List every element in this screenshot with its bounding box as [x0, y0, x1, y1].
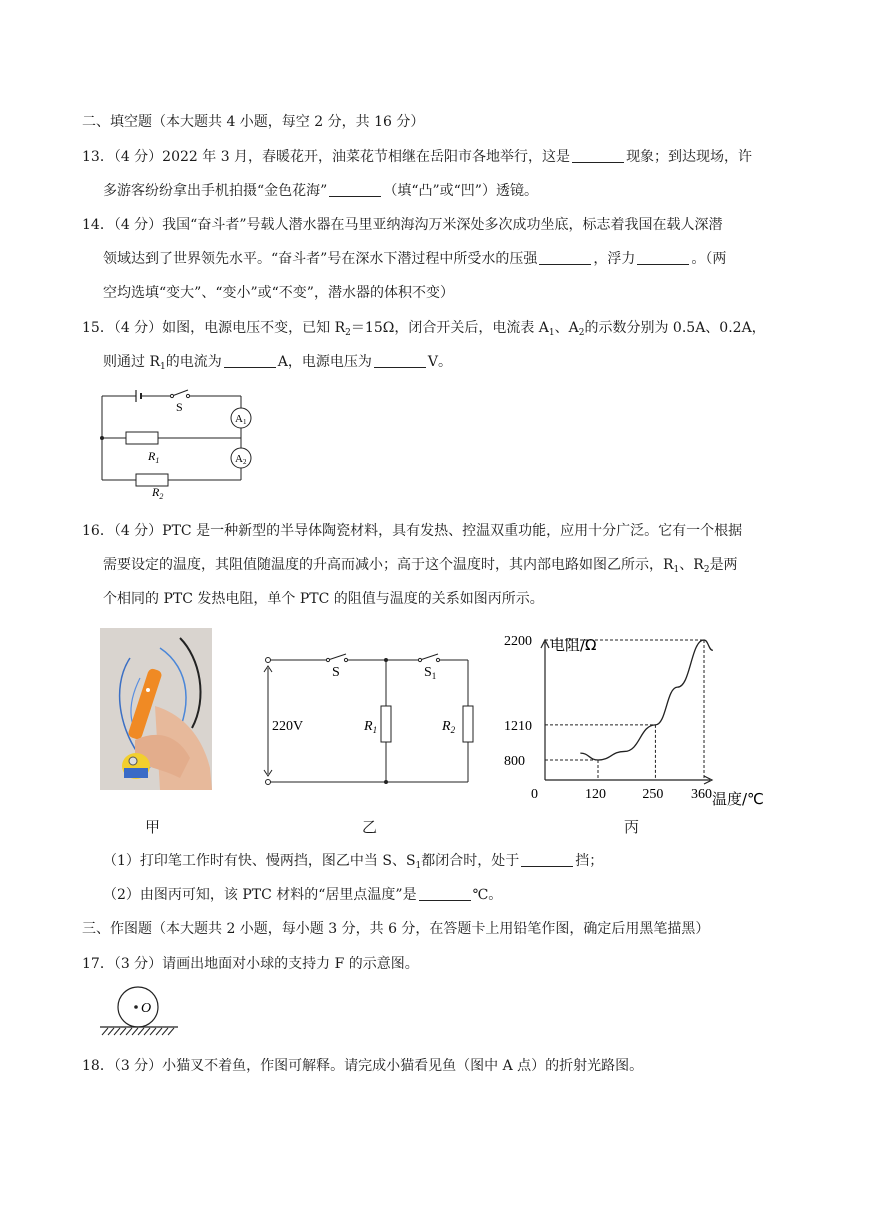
q16-voltage-label: 220V [272, 719, 304, 734]
q15-text-b: ＝15Ω，闭合开关后，电流表 A [350, 320, 549, 336]
q15-sub-e: 1 [160, 362, 166, 372]
q16-switch-s1-label: $S_1$ [424, 665, 437, 681]
section-2-title: 二、填空题（本大题共 4 小题，每空 2 分，共 16 分） [82, 114, 425, 130]
q16-sub-c: 2 [703, 565, 710, 575]
q14-blank-1[interactable] [539, 250, 591, 265]
chart-xtick-label: 0 [531, 787, 538, 802]
q16-sub-b: 1 [673, 565, 680, 575]
q16-line3: 个相同的 PTC 发热电阻，单个 PTC 的阻值与温度的关系如图丙所示。 [103, 591, 544, 607]
caption-bing: 丙 [624, 818, 640, 836]
q15-sub-c: 2 [578, 328, 585, 338]
chart-ytick-label: 1210 [504, 718, 532, 734]
q15-switch-label: S [176, 400, 183, 414]
q14-line3: 空均选填“变大”、“变小”或“不变”，潜水器的体积不变） [103, 285, 454, 301]
chart-ylabel: 电阻/Ω [550, 636, 597, 654]
chart-xtick-label: 120 [585, 787, 607, 802]
q16-r1-label: $R_1$ [364, 719, 378, 735]
q16-text-d: 是两 [709, 557, 738, 573]
caption-jia: 甲 [145, 818, 161, 836]
q16-photo-3d-pen [100, 628, 212, 790]
q16-line2 [103, 555, 738, 580]
q14-text-d: 。（两 [691, 251, 727, 267]
q15-text-g: A，电源电压为 [277, 354, 372, 370]
q16-sub2-text-a: （2）由图丙可知，该 PTC 材料的“居里点温度”是 [103, 887, 417, 903]
chart-series-line [580, 640, 713, 760]
chart-xtick-label: 360 [691, 787, 713, 802]
q16-r2-label: $R_2$ [442, 719, 456, 735]
q15-sub-a: 2 [345, 328, 351, 338]
q15-text-e: 则通过 R [103, 354, 160, 370]
q15-text-d: 的示数分别为 0.5A、0.2A， [584, 320, 766, 336]
q15-blank-2[interactable] [374, 353, 426, 368]
chart-xlabel: 温度/℃ [712, 790, 764, 808]
q14-text-c: ，浮力 [593, 251, 636, 267]
q14-blank-2[interactable] [637, 250, 689, 265]
q16-sub1-text-b: 都闭合时，处于 [421, 853, 520, 869]
q13-text-c: 多游客纷纷拿出手机拍摄“金色花海” [103, 183, 328, 199]
q16-line1: 16．（4 分）PTC 是一种新型的半导体陶瓷材料，具有发热、控温双重功能，应用十分广泛。它有一个根据 [82, 523, 743, 539]
q16-switch-s-label: S [332, 665, 340, 680]
q15-r1-label: $R_1$ [148, 449, 160, 465]
q15-text-h: V。 [427, 354, 452, 370]
q16-blank-2[interactable] [419, 886, 471, 901]
q16-sub1-sub: 1 [415, 861, 422, 871]
q14-line1: 14．（4 分）我国“奋斗者”号载人潜水器在马里亚纳海沟万米深处多次成功坐底，标志着我国在载人深潜 [82, 217, 723, 233]
q13-text-a: 13．（4 分）2022 年 3 月，春暖花开，油菜花节相继在岳阳市各地举行，这是 [82, 149, 571, 165]
q14-text-b: 领域达到了世界领先水平。“奋斗者”号在深水下潜过程中所受水的压强 [103, 251, 538, 267]
q16-sub2 [103, 885, 502, 905]
q15-text-c: 、A [554, 320, 579, 336]
chart-ytick-label: 800 [504, 754, 525, 769]
q17-line1: 17．（3 分）请画出地面对小球的支持力 F 的示意图。 [82, 956, 419, 972]
q15-r2-label: $R_2$ [152, 485, 164, 501]
q13-blank-1[interactable] [572, 148, 624, 163]
q16-sub1-text-a: （1）打印笔工作时有快、慢两挡，图乙中当 S、S [103, 853, 416, 869]
q16-blank-1[interactable] [521, 852, 573, 867]
q15-text-f: 的电流为 [165, 354, 222, 370]
q15-ammeter-a2-label: A2 [235, 453, 247, 466]
q15-circuit-diagram [96, 386, 266, 501]
q13-text-d: （填“凸”或“凹”）透镜。 [383, 183, 538, 199]
q16-sub1-text-c: 挡； [575, 853, 604, 869]
chart-xtick-label: 250 [642, 787, 664, 802]
q16-text-c: 、R [679, 557, 704, 573]
q16-text-b: 需要设定的温度，其阻值随温度的升高而减小；高于这个温度时，其内部电路如图乙所示，R [103, 557, 674, 573]
q18-line1: 18．（3 分）小猫叉不着鱼，作图可解释。请完成小猫看见鱼（图中 A 点）的折射光路图。 [82, 1058, 644, 1074]
q15-line2 [103, 352, 452, 377]
q13-line1 [82, 147, 752, 167]
q15-sub-b: 1 [548, 328, 555, 338]
q16-sub2-text-b: ℃。 [472, 887, 503, 903]
caption-yi: 乙 [362, 818, 378, 836]
q15-text-a: 15．（4 分）如图，电源电压不变，已知 R [82, 320, 346, 336]
q13-blank-2[interactable] [329, 182, 381, 197]
q16-circuit-diagram [258, 650, 478, 790]
q16-ptc-resistance-chart [500, 628, 780, 813]
q17-ball-diagram [98, 985, 188, 1045]
q13-line2 [103, 181, 538, 201]
q15-line1 [82, 318, 766, 343]
q14-line2 [103, 249, 726, 269]
section-3-title: 三、作图题（本大题共 2 小题，每小题 3 分，共 6 分，在答题卡上用铅笔作图，确定后用黑笔描黑） [82, 921, 710, 937]
q13-text-b: 现象；到达现场，许 [626, 149, 753, 165]
chart-ytick-label: 2200 [504, 634, 532, 650]
q15-blank-1[interactable] [224, 353, 276, 368]
q15-ammeter-a1-label: A1 [235, 413, 247, 426]
q16-sub1 [103, 851, 603, 876]
q17-center-label: O [141, 1001, 152, 1016]
